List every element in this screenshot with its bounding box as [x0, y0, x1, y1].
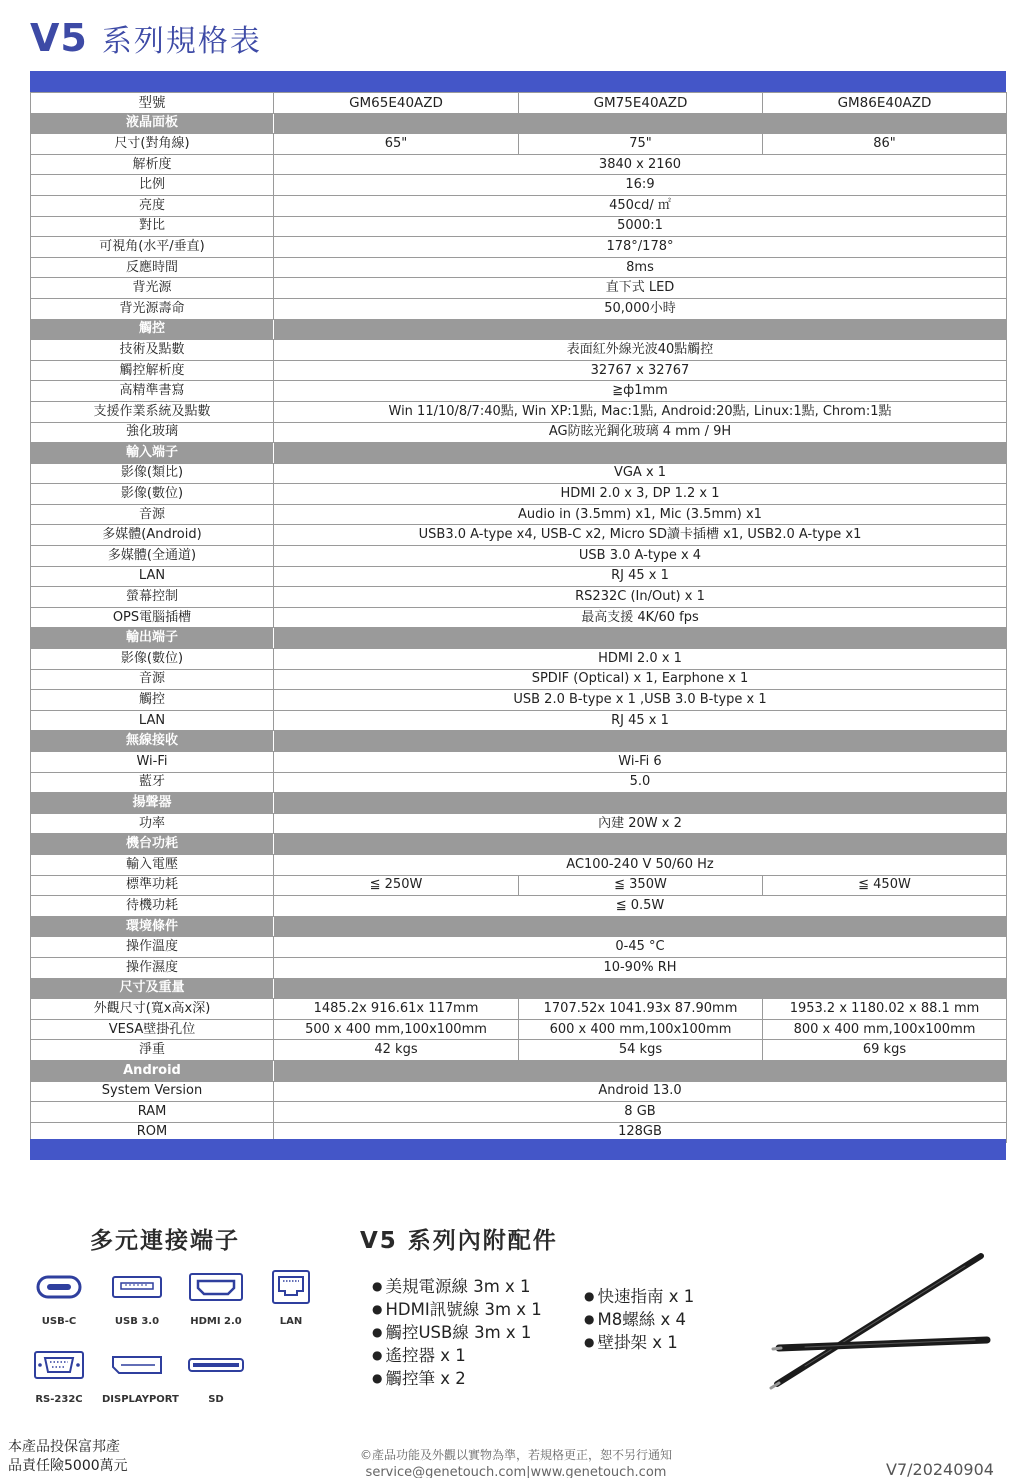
hdmi-icon	[181, 1270, 251, 1304]
port-label: RS-232C	[35, 1394, 83, 1405]
spec-table	[30, 92, 1007, 1143]
spec-table-body	[31, 93, 1007, 1143]
spec-label: LAN	[31, 710, 274, 731]
spec-value: HDMI 2.0 x 3, DP 1.2 x 1	[274, 484, 1007, 505]
table-row	[31, 484, 1007, 505]
table-row	[31, 1040, 1007, 1061]
port-hdmi	[181, 1270, 251, 1327]
spec-label: 支援作業系統及點數	[31, 401, 274, 422]
ports-heading: 多元連接端子	[90, 1228, 240, 1254]
spec-label: 比例	[31, 175, 274, 196]
spec-value: 表面紅外線光波40點觸控	[274, 340, 1007, 361]
spec-label: 外觀尺寸(寬x高x深)	[31, 999, 274, 1020]
spec-label: 尺寸(對角線)	[31, 134, 274, 155]
spec-value: AG防眩光鋼化玻璃 4 mm / 9H	[274, 422, 1007, 443]
spec-label: VESA壁掛孔位	[31, 1019, 274, 1040]
accessories-list-2	[584, 1285, 694, 1354]
section-label: 尺寸及重量	[31, 978, 274, 999]
table-row	[31, 710, 1007, 731]
spec-value: USB 2.0 B-type x 1 ,USB 3.0 B-type x 1	[274, 690, 1007, 711]
table-row	[31, 422, 1007, 443]
section-fill	[274, 113, 1007, 134]
section-row	[31, 113, 1007, 134]
spec-value: 直下式 LED	[274, 278, 1007, 299]
section-fill	[274, 916, 1007, 937]
spec-label: Wi-Fi	[31, 752, 274, 773]
spec-value: 65"	[274, 134, 519, 155]
port-lan	[256, 1270, 326, 1327]
spec-value: 178°/178°	[274, 237, 1007, 258]
port-label: USB-C	[41, 1316, 77, 1327]
spec-value: ≦ 350W	[519, 875, 763, 896]
spec-value: 600 x 400 mm,100x100mm	[519, 1019, 763, 1040]
list-item: ● 觸控筆 x 2	[372, 1367, 542, 1390]
table-row	[31, 1102, 1007, 1123]
spec-value: RJ 45 x 1	[274, 566, 1007, 587]
rs232c-icon	[24, 1348, 94, 1382]
header-model-3: GM86E40AZD	[763, 93, 1007, 114]
section-row	[31, 793, 1007, 814]
spec-label: OPS電腦插槽	[31, 607, 274, 628]
table-row	[31, 587, 1007, 608]
table-row	[31, 607, 1007, 628]
table-row	[31, 896, 1007, 917]
table-row	[31, 690, 1007, 711]
section-label: Android	[31, 1060, 274, 1081]
section-fill	[274, 628, 1007, 649]
page-title	[30, 16, 262, 64]
header-model-1: GM65E40AZD	[274, 93, 519, 114]
table-row	[31, 957, 1007, 978]
section-fill	[274, 319, 1007, 340]
insurance-note	[8, 1438, 128, 1476]
section-row	[31, 443, 1007, 464]
table-row	[31, 298, 1007, 319]
spec-label: LAN	[31, 566, 274, 587]
table-row	[31, 154, 1007, 175]
section-fill	[274, 978, 1007, 999]
title-model: V5	[30, 16, 88, 60]
accessories-heading: V5 系列內附配件	[360, 1228, 558, 1254]
spec-label: 技術及點數	[31, 340, 274, 361]
insurance-line-1: 本產品投保富邦產	[8, 1439, 120, 1455]
list-item: ● 快速指南 x 1	[584, 1285, 694, 1308]
section-label: 環境條件	[31, 916, 274, 937]
table-row	[31, 566, 1007, 587]
spec-value: USB3.0 A-type x4, USB-C x2, Micro SD讀卡插槽 x1, USB2.0 A-type x1	[274, 525, 1007, 546]
spec-label: System Version	[31, 1081, 274, 1102]
spec-value: ≧ф1mm	[274, 381, 1007, 402]
list-item: ● M8螺絲 x 4	[584, 1308, 694, 1331]
sd-icon	[181, 1348, 251, 1382]
spec-label: 亮度	[31, 195, 274, 216]
table-bottom-bar	[30, 1139, 1006, 1160]
table-top-bar	[30, 71, 1006, 92]
table-row	[31, 854, 1007, 875]
table-row	[31, 216, 1007, 237]
spec-value: 8ms	[274, 257, 1007, 278]
spec-value: ≦ 250W	[274, 875, 519, 896]
insurance-line-2: 品責任險5000萬元	[8, 1458, 128, 1474]
spec-value: 128GB	[274, 1122, 1007, 1143]
spec-value: Audio in (3.5mm) x1, Mic (3.5mm) x1	[274, 504, 1007, 525]
spec-label: 觸控	[31, 690, 274, 711]
spec-label: 對比	[31, 216, 274, 237]
section-label: 輸出端子	[31, 628, 274, 649]
table-row	[31, 813, 1007, 834]
stylus-pen-2	[773, 1340, 987, 1349]
section-fill	[274, 731, 1007, 752]
port-usb-c	[24, 1270, 94, 1327]
spec-value: 0-45 °C	[274, 937, 1007, 958]
spec-value: 5.0	[274, 772, 1007, 793]
spec-value: 75"	[519, 134, 763, 155]
accessories-list-1	[372, 1275, 542, 1390]
spec-value: 最高支援 4K/60 fps	[274, 607, 1007, 628]
spec-value: ≦ 450W	[763, 875, 1007, 896]
spec-value: Wi-Fi 6	[274, 752, 1007, 773]
port-displayport	[102, 1348, 179, 1405]
footer-note	[340, 1447, 692, 1478]
section-label: 液晶面板	[31, 113, 274, 134]
spec-value: 32767 x 32767	[274, 360, 1007, 381]
spec-value: 800 x 400 mm,100x100mm	[763, 1019, 1007, 1040]
spec-value: 16:9	[274, 175, 1007, 196]
spec-label: 解析度	[31, 154, 274, 175]
header-model-2: GM75E40AZD	[519, 93, 763, 114]
spec-label: 背光源	[31, 278, 274, 299]
table-row	[31, 381, 1007, 402]
section-fill	[274, 834, 1007, 855]
section-row	[31, 916, 1007, 937]
port-label: HDMI 2.0	[190, 1316, 242, 1327]
header-label: 型號	[31, 93, 274, 114]
usb-3-icon	[102, 1270, 172, 1304]
spec-label: 功率	[31, 813, 274, 834]
table-row	[31, 875, 1007, 896]
table-row	[31, 1019, 1007, 1040]
table-row	[31, 175, 1007, 196]
spec-label: 影像(數位)	[31, 649, 274, 670]
spec-label: 音源	[31, 504, 274, 525]
table-row	[31, 401, 1007, 422]
spec-label: 背光源壽命	[31, 298, 274, 319]
section-row	[31, 628, 1007, 649]
spec-value: 10-90% RH	[274, 957, 1007, 978]
spec-label: RAM	[31, 1102, 274, 1123]
spec-label: 多媒體(Android)	[31, 525, 274, 546]
spec-value: 500 x 400 mm,100x100mm	[274, 1019, 519, 1040]
lan-icon	[256, 1270, 326, 1304]
table-header-row	[31, 93, 1007, 114]
port-sd	[181, 1348, 251, 1405]
spec-value: 42 kgs	[274, 1040, 519, 1061]
port-label: USB 3.0	[114, 1316, 160, 1327]
section-label: 機台功耗	[31, 834, 274, 855]
table-row	[31, 999, 1007, 1020]
spec-label: 可視角(水平/垂直)	[31, 237, 274, 258]
spec-label: 輸入電壓	[31, 854, 274, 875]
usb-c-icon	[24, 1270, 94, 1304]
spec-value: 450cd/ ㎡	[274, 195, 1007, 216]
spec-label: 影像(數位)	[31, 484, 274, 505]
table-row	[31, 195, 1007, 216]
spec-label: 待機功耗	[31, 896, 274, 917]
stylus-pens-image	[765, 1248, 997, 1398]
spec-label: 螢幕控制	[31, 587, 274, 608]
spec-value: SPDIF (Optical) x 1, Earphone x 1	[274, 669, 1007, 690]
table-row	[31, 752, 1007, 773]
disclaimer: ©產品功能及外觀以實物為準，若規格更正，恕不另行通知	[359, 1448, 672, 1462]
list-item: ● 美規電源線 3m x 1	[372, 1275, 542, 1298]
port-rs232c	[24, 1348, 94, 1405]
spec-value: 3840 x 2160	[274, 154, 1007, 175]
spec-value: 1953.2 x 1180.02 x 88.1 mm	[763, 999, 1007, 1020]
table-row	[31, 669, 1007, 690]
section-label: 觸控	[31, 319, 274, 340]
spec-value: Android 13.0	[274, 1081, 1007, 1102]
section-row	[31, 731, 1007, 752]
spec-value: 內建 20W x 2	[274, 813, 1007, 834]
spec-label: 淨重	[31, 1040, 274, 1061]
section-row	[31, 978, 1007, 999]
section-label: 揚聲器	[31, 793, 274, 814]
displayport-icon	[102, 1348, 172, 1382]
list-item: ● HDMI訊號線 3m x 1	[372, 1298, 542, 1321]
spec-value: HDMI 2.0 x 1	[274, 649, 1007, 670]
table-row	[31, 649, 1007, 670]
table-row	[31, 525, 1007, 546]
port-label: LAN	[279, 1316, 303, 1327]
spec-value: 1707.52x 1041.93x 87.90mm	[519, 999, 763, 1020]
section-label: 無線接收	[31, 731, 274, 752]
spec-label: 標準功耗	[31, 875, 274, 896]
section-row	[31, 319, 1007, 340]
section-fill	[274, 793, 1007, 814]
spec-label: 操作濕度	[31, 957, 274, 978]
spec-label: ROM	[31, 1122, 274, 1143]
title-text: 系列規格表	[101, 24, 262, 59]
section-row	[31, 1060, 1007, 1081]
spec-value: RJ 45 x 1	[274, 710, 1007, 731]
table-row	[31, 278, 1007, 299]
section-row	[31, 834, 1007, 855]
spec-label: 多媒體(全通道)	[31, 546, 274, 567]
list-item: ● 觸控USB線 3m x 1	[372, 1321, 542, 1344]
table-row	[31, 546, 1007, 567]
spec-value: 86"	[763, 134, 1007, 155]
spec-label: 音源	[31, 669, 274, 690]
spec-label: 操作溫度	[31, 937, 274, 958]
spec-label: 反應時間	[31, 257, 274, 278]
spec-label: 強化玻璃	[31, 422, 274, 443]
spec-label: 高精準書寫	[31, 381, 274, 402]
section-fill	[274, 443, 1007, 464]
spec-value: RS232C (In/Out) x 1	[274, 587, 1007, 608]
table-row	[31, 340, 1007, 361]
port-usb-3	[102, 1270, 172, 1327]
spec-value: VGA x 1	[274, 463, 1007, 484]
spec-label: 影像(類比)	[31, 463, 274, 484]
document-version: V7/20240904	[886, 1460, 994, 1478]
stylus-pen-1	[771, 1256, 981, 1388]
spec-value: 50,000小時	[274, 298, 1007, 319]
table-row	[31, 257, 1007, 278]
spec-value: 1485.2x 916.61x 117mm	[274, 999, 519, 1020]
spec-value: 54 kgs	[519, 1040, 763, 1061]
table-row	[31, 463, 1007, 484]
spec-value: AC100-240 V 50/60 Hz	[274, 854, 1007, 875]
table-row	[31, 1081, 1007, 1102]
spec-value: 5000:1	[274, 216, 1007, 237]
table-row	[31, 134, 1007, 155]
table-row	[31, 772, 1007, 793]
section-fill	[274, 1060, 1007, 1081]
table-row	[31, 937, 1007, 958]
spec-label: 觸控解析度	[31, 360, 274, 381]
spec-value: 69 kgs	[763, 1040, 1007, 1061]
port-label: SD	[208, 1394, 224, 1405]
contact-info: service@genetouch.com|www.genetouch.com	[365, 1465, 667, 1478]
spec-value: 8 GB	[274, 1102, 1007, 1123]
table-row	[31, 504, 1007, 525]
spec-label: 藍牙	[31, 772, 274, 793]
spec-value: Win 11/10/8/7:40點, Win XP:1點, Mac:1點, Android:20點, Linux:1點, Chrom:1點	[274, 401, 1007, 422]
port-label: DISPLAYPORT	[102, 1394, 179, 1405]
spec-value: USB 3.0 A-type x 4	[274, 546, 1007, 567]
table-row	[31, 237, 1007, 258]
spec-value: ≦ 0.5W	[274, 896, 1007, 917]
table-row	[31, 360, 1007, 381]
section-label: 輸入端子	[31, 443, 274, 464]
list-item: ● 壁掛架 x 1	[584, 1331, 694, 1354]
list-item: ● 遙控器 x 1	[372, 1344, 542, 1367]
